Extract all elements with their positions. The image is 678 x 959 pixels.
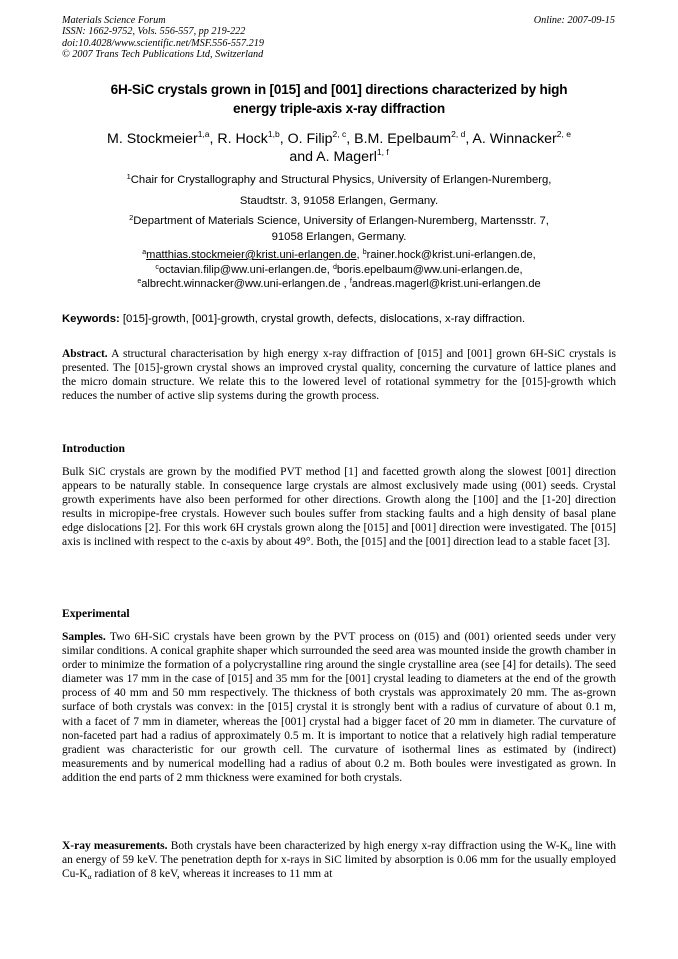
author-affil-marker: 1,b [267,129,280,139]
xray-text: Both crystals have been characterized by high energy x-ray diffraction using the W-K [167,840,568,852]
email-link[interactable]: rainer.hock@krist.uni-erlangen.de, [366,249,536,261]
keywords [62,312,622,327]
email-marker: f [349,278,352,285]
affiliation-2-line-1 [62,213,616,229]
affiliation-1-address: Staudtstr. 3, 91058 Erlangen, Germany. [239,195,439,207]
email-marker: c [155,263,159,271]
keywords-label: Keywords: [62,313,120,325]
email-marker: a [142,249,147,256]
email-line-2 [62,263,616,278]
email-separator: , [356,249,360,261]
affiliation-text: Department of Materials Science, University of Erlangen-Nuremberg, Martensstr. 7, [133,215,549,227]
alpha-subscript: α [567,844,572,853]
author-affil-marker: 2, d [451,129,466,139]
abstract-text: A structural characterisation by high energy x-ray diffraction of [015] and [001] grown 6H-SiC crystals is presented. The [015]-grown crystal shows an improved crystal quality, concerning the curvature of lattice planes and the micro domain structure. We relate this to the lowered level of rotational symmetry for the [015]-growth which reduces the number of active slip systems during the growth process. [62,348,616,403]
email-line-3 [62,277,616,292]
samples-text: Two 6H-SiC crystals have been grown by the PVT process on (015) and (001) oriented seeds under very similar conditions. A conical graphite shaper which surrounded the seed area was mounted inside the growth chamber in order to minimize the formation of a polycrystalline ring around the single crystalline area (see [4] for details). The seed diameter was 17 mm in the case of [015] and 35 mm for the [001] crystal leading to diameters at the end of the growth process of 40 mm and 50 mm respectively. The thickness of both crystals was approximately 20 mm. The as-grown surface of both crystals was convex: in the [015] crystal it is strongly bent with a radius of curvature of about 0.1 m, with a facet of 7 mm in diameter, whereas the [001] crystal had a bigger facet of 20 mm in diameter. The curvature of non-faceted part had a radius of approximately 0.5 m. It is important to notice that a relatively high radial temperature gradient was characteristic for our growth cell. The curvature of isothermal lines as estimated by (indirect) measurements and by numerical modelling had a radius of about 0.2 m. Both boules were investigated as grown. In addition the end parts of 2 mm thickness were examined for both crystals. [62,631,616,784]
journal-name: Materials Science Forum [62,15,166,26]
author-affil-marker: 1,a [197,129,210,139]
affiliation-2 [62,213,616,245]
introduction-heading: Introduction [62,442,125,455]
email-marker: d [332,263,337,271]
email-link[interactable]: boris.epelbaum@ww.uni-erlangen.de, [336,263,523,276]
author-name: , R. Hock [209,131,268,147]
title-line-1: 6H-SiC crystals grown in [015] and [001] directions characterized by high [110,82,568,97]
email-link[interactable]: octavian.filip@ww.uni-erlangen.de, [158,263,330,276]
email-link[interactable]: albrecht.winnacker@ww.uni-erlangen.de , [141,278,347,290]
xray-text: line with an energy of 59 keV. The penetration depth for x-rays in SiC limited by absorption is 0.06 mm for the usually employed Cu-K [62,840,616,881]
paper-title [62,80,616,118]
xray-label: X-ray measurements. [62,840,168,852]
email-marker: e [137,278,142,285]
issn-line: ISSN: 1662-9752, Vols. 556-557, pp 219-222 [62,26,246,38]
author-name: , B.M. Epelbaum [346,131,452,147]
doi-line: doi:10.4028/www.scientific.net/MSF.556-557.219 [62,37,264,49]
email-list [62,248,616,292]
experimental-heading: Experimental [62,607,130,620]
journal-header [62,15,264,60]
author-line-2 [62,148,616,166]
online-date: Online: 2007-09-15 [533,15,615,26]
title-line-2: energy triple-axis x-ray diffraction [233,101,445,116]
xray-paragraph [62,839,616,881]
samples-label: Samples. [62,631,106,643]
author-list [62,130,616,166]
keywords-text: [015]-growth, [001]-growth, crystal growth, defects, dislocations, x-ray diffraction. [119,313,526,325]
alpha-subscript: α [87,872,92,882]
abstract-label: Abstract. [62,348,108,360]
affiliation-2-line-2: 91058 Erlangen, Germany. [271,231,407,243]
xray-text: radiation of 8 keV, whereas it increases to 11 mm at [91,868,333,881]
affiliation-text: Chair for Crystallography and Structural Physics, University of Erlangen-Nuremberg, [130,174,552,186]
author-affil-marker: 2, e [556,129,571,139]
copyright-line: © 2007 Trans Tech Publications Ltd, Switzerland [62,48,264,60]
introduction-text: Bulk SiC crystals are grown by the modified PVT method [1] and facetted growth along the slowest [001] direction appears to be naturally stable. In consequence large crystals are almost exclusively made using (001) seeds. Crystal growth experiments have also been performed for other directions. Growth along the [100] and the [1-20] direction results in micropipe-free crystals. However such boules suffer from stacking faults and a high density of basal plane edge dislocations [2]. For this work 6H crystals grown along the [015] and [001] direction were investigated. The [015] axis is inclined with respect to the c-axis by about 49°. Both, the [015] and the [001] direction lead to a stable facet [3]. [62,466,616,549]
affil-marker: 1 [126,172,131,181]
samples-paragraph [62,630,616,785]
author-name: and A. Magerl [289,149,377,165]
author-name: , A. Winnacker [465,131,557,147]
author-name: M. Stockmeier [107,131,198,147]
email-marker: b [362,249,367,256]
affiliation-1 [62,172,616,188]
author-name: , O. Filip [279,131,333,147]
author-affil-marker: 2, c [332,129,347,139]
abstract [62,347,616,403]
email-link[interactable]: matthias.stockmeier@krist.uni-erlangen.de [146,249,357,261]
email-link[interactable]: andreas.magerl@krist.uni-erlangen.de [351,278,541,290]
email-line-1 [62,248,616,263]
author-affil-marker: 1, f [376,147,389,157]
affil-marker: 2 [129,213,134,222]
author-line-1 [62,130,616,148]
